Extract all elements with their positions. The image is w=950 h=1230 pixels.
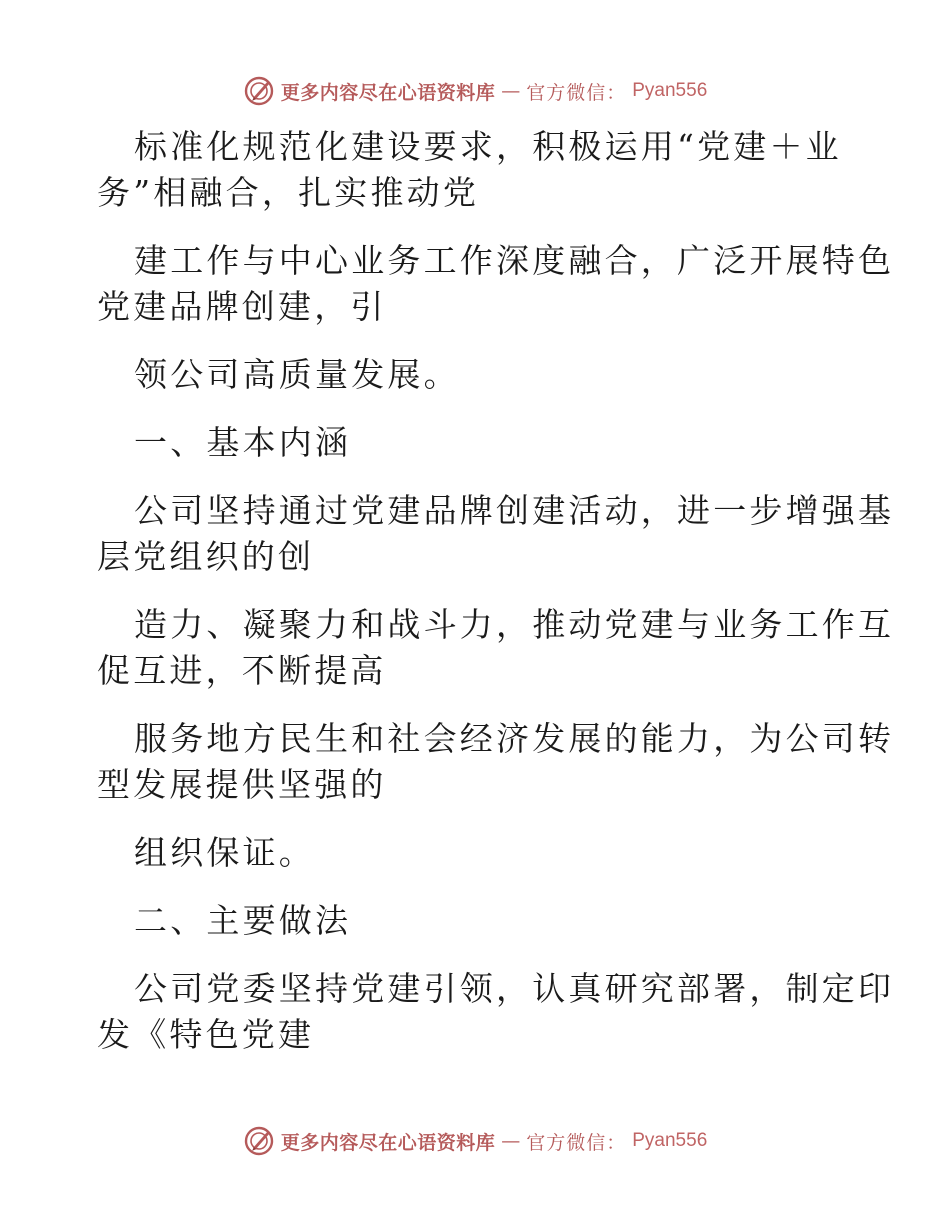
text-line: 务”相融合，扎实推动党 [97, 173, 480, 212]
paragraph [97, 602, 895, 694]
paragraph [97, 716, 895, 808]
text-line: 服务地方民生和社会经济发展的能力，为公司转 [134, 719, 895, 758]
watermark-sub-text: 官方微信： [526, 81, 627, 104]
text-line: 二、主要做法 [134, 901, 352, 940]
watermark-separator: — [501, 80, 521, 102]
paragraph [97, 238, 895, 330]
footer-watermark [0, 1121, 950, 1161]
watermark-brand-text: 更多内容尽在心语资料库 [280, 1131, 496, 1154]
paragraph [97, 352, 857, 398]
text-line: 标准化规范化建设要求，积极运用“党建＋业 [134, 127, 842, 166]
text-line: 领公司高质量发展。 [134, 355, 460, 394]
document-body [97, 124, 895, 1058]
paragraph [97, 830, 857, 876]
text-line: 层党组织的创 [97, 537, 315, 576]
watermark-brand-text: 更多内容尽在心语资料库 [280, 81, 496, 104]
text-line: 型发展提供坚强的 [97, 765, 387, 804]
watermark-id-text: Pyan556 [632, 80, 708, 101]
text-line: 公司坚持通过党建品牌创建活动，进一步增强基 [134, 491, 895, 530]
quill-seal-icon [243, 1125, 275, 1157]
text-line: 发《特色党建 [97, 1015, 315, 1054]
paragraph [97, 488, 895, 580]
header-watermark [0, 71, 950, 111]
text-line: 组织保证。 [134, 833, 315, 872]
text-line: 党建品牌创建，引 [97, 287, 387, 326]
watermark-id-text: Pyan556 [632, 1130, 708, 1151]
quill-seal-icon [243, 75, 275, 107]
text-line: 公司党委坚持党建引领，认真研究部署，制定印 [134, 969, 895, 1008]
text-line: 建工作与中心业务工作深度融合，广泛开展特色 [134, 241, 895, 280]
text-line: 造力、凝聚力和战斗力，推动党建与业务工作互 [134, 605, 895, 644]
text-line: 促互进，不断提高 [97, 651, 387, 690]
paragraph [97, 124, 857, 216]
watermark-separator: — [501, 1130, 521, 1152]
watermark-sub-text: 官方微信： [526, 1131, 627, 1154]
paragraph [97, 966, 895, 1058]
section-heading [97, 898, 857, 944]
text-line: 一、基本内涵 [134, 423, 352, 462]
section-heading [97, 420, 857, 466]
